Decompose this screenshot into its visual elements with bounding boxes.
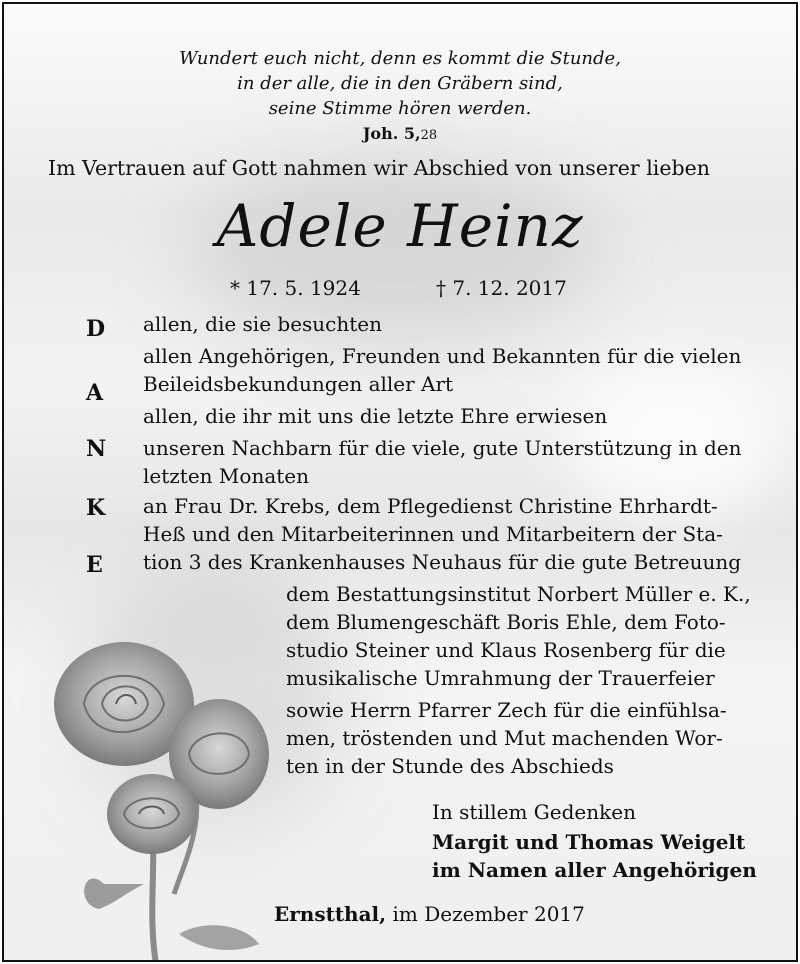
bible-verse bbox=[4, 46, 796, 121]
thanks-line: men, tröstenden und Mut machenden Wor- bbox=[286, 726, 723, 750]
verse-reference-book: Joh. 5, bbox=[362, 124, 421, 143]
intro-text: Im Vertrauen auf Gott nahmen wir Abschied von unserer lieben bbox=[48, 156, 710, 180]
leaf bbox=[179, 925, 259, 950]
leaf bbox=[84, 878, 144, 909]
danke-letter-e: E bbox=[86, 552, 103, 578]
thanks-line: letzten Monaten bbox=[143, 464, 309, 488]
thanks-line: tion 3 des Krankenhauses Neuhaus für die gute Betreuung bbox=[143, 550, 742, 574]
thanks-line: Heß und den Mitarbeiterinnen und Mitarbeitern der Sta- bbox=[143, 522, 723, 546]
rose-illustration bbox=[44, 634, 284, 962]
thanks-line: an Frau Dr. Krebs, dem Pflegedienst Christine Ehrhardt- bbox=[143, 494, 718, 518]
thanks-line: allen Angehörigen, Freunden und Bekannten für die vielen bbox=[143, 344, 742, 368]
thanks-line: unseren Nachbarn für die viele, gute Unterstützung in den bbox=[143, 436, 742, 460]
death-date: † 7. 12. 2017 bbox=[436, 276, 567, 300]
thanks-line: sowie Herrn Pfarrer Zech für die einfühlsa- bbox=[286, 698, 727, 722]
signature-names: Margit und Thomas Weigelt bbox=[432, 830, 746, 854]
place-month: im Dezember 2017 bbox=[392, 902, 585, 926]
thanks-line: Beileidsbekundungen aller Art bbox=[143, 372, 454, 396]
deceased-name: Adele Heinz bbox=[216, 192, 584, 260]
thanks-line: allen, die sie besuchten bbox=[143, 312, 383, 336]
birth-date: * 17. 5. 1924 bbox=[230, 276, 361, 300]
thanks-line: ten in der Stunde des Abschieds bbox=[286, 754, 614, 778]
verse-line: seine Stimme hören werden. bbox=[268, 98, 532, 119]
verse-reference-number: 28 bbox=[420, 128, 438, 143]
danke-letter-n: N bbox=[86, 436, 107, 462]
danke-letter-d: D bbox=[86, 316, 106, 342]
verse-reference bbox=[4, 124, 796, 143]
obituary-frame bbox=[2, 2, 798, 962]
danke-letter-a: A bbox=[86, 380, 104, 406]
thanks-line: dem Bestattungsinstitut Norbert Müller e. K., bbox=[286, 582, 751, 606]
danke-letter-k: K bbox=[86, 495, 106, 521]
thanks-line: studio Steiner und Klaus Rosenberg für die bbox=[286, 638, 726, 662]
place-town: Ernstthal, bbox=[274, 902, 387, 926]
rose-bloom-lower bbox=[107, 774, 197, 854]
thanks-line: allen, die ihr mit uns die letzte Ehre erwiesen bbox=[143, 404, 608, 428]
verse-line: Wundert euch nicht, denn es kommt die Stunde, bbox=[179, 48, 621, 69]
verse-line: in der alle, die in den Gräbern sind, bbox=[237, 73, 563, 94]
thanks-line: musikalische Umrahmung der Trauerfeier bbox=[286, 666, 715, 690]
thanks-line: dem Blumengeschäft Boris Ehle, dem Foto- bbox=[286, 610, 726, 634]
place-date bbox=[274, 902, 585, 926]
signature-line-1: In stillem Gedenken bbox=[432, 800, 636, 824]
signature-family: im Namen aller Angehörigen bbox=[432, 858, 757, 882]
